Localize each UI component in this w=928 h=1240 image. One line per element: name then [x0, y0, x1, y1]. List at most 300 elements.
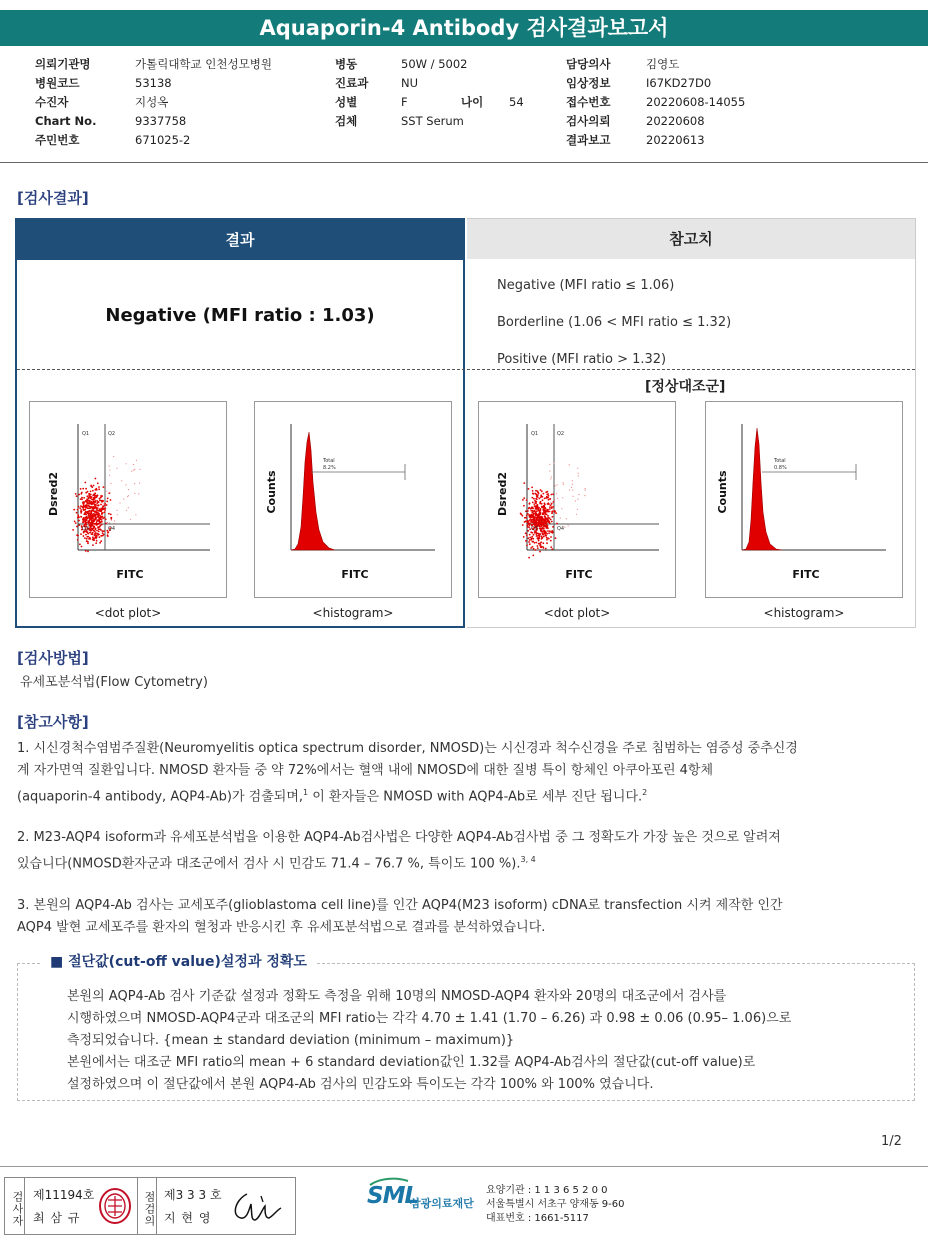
event-dot: [130, 519, 131, 520]
event-dot: [128, 489, 129, 490]
info-value: F: [401, 95, 408, 109]
event-dot: [97, 482, 99, 484]
event-dot: [554, 499, 555, 500]
event-dot: [98, 488, 100, 490]
event-dot: [550, 546, 552, 548]
event-dot: [577, 468, 578, 469]
event-dot: [98, 486, 100, 488]
event-dot: [547, 509, 549, 511]
info-column-3: [566, 55, 806, 150]
control-label: [정상대조군]: [645, 379, 726, 395]
event-dot: [527, 510, 529, 512]
event-dot: [99, 521, 101, 523]
note-1-text-b: 이 환자들은 NMOSD with AQP4-Ab로 세부 진단 됩니다.: [308, 789, 643, 805]
event-dot: [96, 530, 98, 532]
sml-logo: SML: [367, 1183, 419, 1209]
event-dot: [109, 466, 110, 467]
event-dot: [585, 488, 586, 489]
event-dot: [86, 540, 88, 542]
event-dot: [539, 520, 541, 522]
event-dot: [549, 504, 550, 505]
event-dot: [77, 539, 79, 541]
event-dot: [113, 456, 114, 457]
info-value: I67KD27D0: [646, 76, 712, 90]
info-label: 주민번호: [35, 133, 80, 147]
event-dot: [100, 515, 102, 517]
event-dot: [87, 511, 89, 513]
event-dot: [86, 518, 88, 520]
result-header: 결과: [17, 220, 463, 260]
event-dot: [578, 475, 579, 476]
event-dot: [94, 529, 96, 531]
event-dot: [92, 525, 94, 527]
event-dot: [93, 516, 95, 518]
event-dot: [556, 493, 557, 494]
event-dot: [84, 523, 86, 525]
event-dot: [564, 527, 565, 528]
event-dot: [88, 505, 90, 507]
event-dot: [526, 499, 528, 501]
event-dot: [90, 501, 92, 503]
event-dot: [531, 514, 533, 516]
event-dot: [537, 545, 539, 547]
event-dot: [121, 480, 122, 481]
event-dot: [578, 473, 579, 474]
event-dot: [541, 503, 543, 505]
event-dot: [117, 510, 118, 511]
event-dot: [92, 499, 94, 501]
event-dot: [128, 495, 129, 496]
event-dot: [109, 522, 110, 523]
event-dot: [90, 485, 92, 487]
reviewer-label: 점검의: [137, 1178, 157, 1234]
event-dot: [526, 534, 528, 536]
event-dot: [561, 508, 562, 509]
event-dot: [543, 493, 545, 495]
hist-x-label: FITC: [792, 568, 820, 581]
event-dot: [552, 502, 553, 503]
info-label: 수진자: [35, 95, 69, 109]
header-divider: [0, 162, 928, 163]
event-dot: [78, 520, 80, 522]
event-dot: [529, 515, 531, 517]
event-dot: [99, 542, 101, 544]
quadrant-q1: Q1: [531, 431, 539, 437]
event-dot: [529, 520, 531, 522]
event-dot: [83, 509, 85, 511]
signature-box: [4, 1177, 296, 1235]
cutoff-title: ■ 절단값(cut-off value)설정과 정확도: [40, 951, 317, 971]
event-dot: [75, 493, 77, 495]
event-dot: [528, 507, 530, 509]
event-dot: [92, 544, 94, 546]
event-dot: [119, 502, 120, 503]
event-dot: [549, 498, 551, 500]
event-dot: [522, 499, 524, 501]
event-dot: [552, 516, 554, 518]
event-dot: [80, 498, 82, 500]
org-address: [486, 1184, 625, 1226]
result-value: Negative (MFI ratio : 1.03): [105, 304, 375, 326]
event-dot: [97, 526, 99, 528]
event-dot: [525, 510, 527, 512]
event-dot: [102, 535, 104, 537]
event-dot: [81, 546, 83, 548]
cutoff-line-4: 본원에서는 대조군 MFI ratio의 mean + 6 standard deviation값인 1.32를 AQP4-Ab검사의 절단값(cut-off value)로: [67, 1055, 756, 1070]
event-dot: [80, 509, 82, 511]
event-dot: [563, 484, 564, 485]
event-dot: [74, 521, 76, 523]
event-dot: [96, 507, 98, 509]
total-label: Total: [774, 458, 786, 464]
event-dot: [117, 468, 118, 469]
section-result-title: [검사결과]: [17, 189, 89, 207]
event-dot: [106, 504, 108, 506]
event-dot: [552, 526, 554, 528]
event-dot: [541, 538, 543, 540]
event-dot: [94, 523, 96, 525]
event-dot: [90, 506, 92, 508]
event-dot: [545, 535, 547, 537]
info-label: 성별: [335, 95, 358, 109]
histogram-caption: <histogram>: [312, 606, 394, 620]
event-dot: [104, 508, 106, 510]
event-dot: [537, 538, 539, 540]
event-dot: [110, 483, 111, 484]
age-label: 나이: [461, 95, 484, 109]
event-dot: [103, 530, 105, 532]
event-dot: [110, 518, 112, 520]
event-dot: [85, 511, 87, 513]
event-dot: [134, 469, 135, 470]
event-dot: [85, 550, 87, 552]
event-dot: [535, 503, 537, 505]
event-dot: [78, 524, 80, 526]
event-dot: [542, 513, 544, 515]
event-dot: [103, 503, 104, 504]
event-dot: [544, 503, 546, 505]
total-label: Total: [323, 458, 335, 464]
event-dot: [548, 519, 550, 521]
event-dot: [533, 518, 535, 520]
note-2-line-1: 2. M23-AQP4 isoform과 유세포분석법을 이용한 AQP4-Ab검사법은 다양한 AQP4-Ab검사법 중 그 정확도가 가장 높은 것으로 알려져: [17, 830, 781, 846]
event-dot: [550, 511, 551, 512]
event-dot: [547, 515, 549, 517]
event-dot: [102, 500, 104, 502]
event-dot: [91, 520, 93, 522]
cutoff-line-5: 설정하였으며 이 절단값에서 본원 AQP4-Ab 검사의 민감도와 특이도는 각각 100% 와 100% 였습니다.: [67, 1077, 654, 1092]
event-dot: [92, 513, 94, 515]
event-dot: [539, 502, 541, 504]
control-histogram: [705, 401, 903, 598]
event-dot: [93, 520, 95, 522]
event-dot: [545, 513, 547, 515]
event-dot: [76, 526, 78, 528]
event-dot: [528, 537, 530, 539]
event-dot: [91, 533, 93, 535]
event-dot: [525, 517, 527, 519]
event-dot: [90, 497, 92, 499]
event-dot: [84, 482, 86, 484]
event-dot: [92, 509, 94, 511]
event-dot: [523, 497, 525, 499]
event-dot: [523, 482, 525, 484]
event-dot: [540, 544, 542, 546]
reference-borderline: Borderline (1.06 < MFI ratio ≤ 1.32): [497, 315, 732, 330]
event-dot: [549, 530, 551, 532]
event-dot: [541, 536, 543, 538]
event-dot: [94, 497, 96, 499]
event-dot: [552, 506, 554, 508]
org-location: 서울특별시 서초구 양재동 9-60: [486, 1199, 625, 1210]
event-dot: [542, 499, 544, 501]
event-dot: [88, 503, 90, 505]
total-value: 8.2%: [323, 465, 336, 471]
event-dot: [97, 515, 99, 517]
event-dot: [535, 508, 537, 510]
event-dot: [546, 522, 548, 524]
event-dot: [552, 532, 554, 534]
event-dot: [535, 514, 537, 516]
info-value: 53138: [135, 76, 172, 90]
info-label: 의뢰기관명: [35, 57, 91, 71]
control-histogram-caption: <histogram>: [763, 606, 845, 620]
event-dot: [95, 518, 97, 520]
event-dot: [541, 525, 543, 527]
event-dot: [533, 534, 535, 536]
event-dot: [90, 532, 92, 534]
event-dot: [82, 521, 84, 523]
event-dot: [135, 514, 136, 515]
event-dot: [552, 493, 554, 495]
info-value: 20220608: [646, 114, 705, 128]
event-dot: [95, 524, 97, 526]
event-dot: [538, 517, 540, 519]
event-dot: [546, 542, 548, 544]
event-dot: [98, 531, 100, 533]
event-dot: [82, 507, 84, 509]
event-dot: [88, 513, 90, 515]
event-dot: [99, 536, 101, 538]
notes-block: [17, 738, 922, 939]
event-dot: [136, 460, 137, 461]
event-dot: [107, 522, 108, 523]
event-dot: [92, 507, 94, 509]
event-dot: [538, 536, 540, 538]
event-dot: [541, 490, 543, 492]
event-dot: [528, 503, 530, 505]
event-dot: [123, 498, 124, 499]
event-dot: [85, 534, 87, 536]
event-dot: [89, 537, 91, 539]
event-dot: [538, 543, 540, 545]
event-dot: [529, 543, 531, 545]
event-dot: [526, 514, 528, 516]
event-dot: [576, 514, 577, 515]
reviewer-name: 지 현 영: [164, 1211, 212, 1225]
info-label: 진료과: [335, 76, 369, 90]
event-dot: [100, 504, 102, 506]
control-dot-plot-svg: [479, 402, 675, 597]
info-label: 검체: [335, 114, 358, 128]
event-dot: [542, 531, 544, 533]
event-dot: [91, 517, 93, 519]
event-dot: [528, 557, 530, 559]
event-dot: [100, 495, 102, 497]
event-dot: [571, 487, 572, 488]
event-dot: [539, 516, 541, 518]
event-dot: [138, 493, 139, 494]
dot-cloud: [72, 456, 140, 552]
event-dot: [84, 505, 86, 507]
event-dot: [534, 542, 536, 544]
event-dot: [90, 530, 92, 532]
event-dot: [522, 524, 524, 526]
event-dot: [102, 512, 104, 514]
event-dot: [104, 511, 106, 513]
event-dot: [545, 533, 547, 535]
event-dot: [541, 496, 543, 498]
inspector-name: 최 삼 규: [33, 1211, 81, 1225]
event-dot: [94, 505, 96, 507]
event-dot: [544, 498, 546, 500]
event-dot: [542, 534, 544, 536]
event-dot: [94, 501, 96, 503]
event-dot: [577, 499, 578, 500]
info-label: 병원코드: [35, 76, 80, 90]
event-dot: [104, 503, 106, 505]
event-dot: [90, 522, 92, 524]
note-1-line-1: 1. 시신경척수염범주질환(Neuromyelitis optica spectrum disorder, NMOSD)는 시신경과 척수신경을 주로 침범하는 염증성 중추신경: [17, 741, 798, 756]
event-dot: [554, 510, 556, 512]
event-dot: [81, 511, 83, 513]
dot-cloud: [520, 463, 586, 559]
event-dot: [540, 508, 542, 510]
event-dot: [543, 547, 545, 549]
event-dot: [103, 486, 105, 488]
info-value: 20220613: [646, 133, 705, 147]
event-dot: [85, 492, 87, 494]
hist-y-label: Counts: [265, 470, 278, 514]
event-dot: [98, 529, 100, 531]
event-dot: [538, 507, 540, 509]
org-name: 삼광의료재단: [410, 1197, 474, 1210]
event-dot: [78, 506, 80, 508]
event-dot: [102, 505, 104, 507]
event-dot: [527, 513, 529, 515]
event-dot: [114, 523, 115, 524]
event-dot: [540, 541, 542, 543]
event-dot: [536, 533, 538, 535]
event-dot: [108, 513, 110, 515]
note-1-line-3: [17, 782, 922, 808]
event-dot: [102, 532, 104, 534]
event-dot: [569, 464, 570, 465]
quadrant-q2: Q2: [108, 431, 116, 437]
event-dot: [139, 469, 140, 470]
event-dot: [568, 525, 569, 526]
event-dot: [128, 507, 129, 508]
event-dot: [535, 512, 537, 514]
event-dot: [549, 470, 550, 471]
event-dot: [106, 501, 108, 503]
event-dot: [532, 538, 534, 540]
event-dot: [98, 517, 100, 519]
note-1-ref-1: 1: [303, 788, 309, 797]
event-dot: [96, 540, 98, 542]
event-dot: [82, 519, 84, 521]
event-dot: [531, 487, 533, 489]
event-dot: [86, 538, 88, 540]
event-dot: [76, 534, 78, 536]
event-dot: [85, 488, 87, 490]
event-dot: [106, 491, 107, 492]
event-dot: [528, 526, 530, 528]
event-dot: [100, 529, 102, 531]
event-dot: [573, 496, 574, 497]
event-dot: [96, 500, 98, 502]
cutoff-text: [67, 986, 907, 1096]
event-dot: [533, 516, 535, 518]
event-dot: [546, 526, 548, 528]
quadrant-q3: Q3: [531, 526, 539, 532]
event-dot: [562, 497, 563, 498]
event-dot: [528, 523, 530, 525]
event-dot: [577, 509, 578, 510]
event-dot: [99, 518, 101, 520]
event-dot: [105, 518, 107, 520]
hist-x-label: FITC: [341, 568, 369, 581]
info-value: 가톨릭대학교 인천성모병원: [135, 57, 272, 71]
event-dot: [551, 476, 552, 477]
inspector-number: 제11194호: [33, 1188, 95, 1202]
event-dot: [539, 498, 541, 500]
event-dot: [563, 482, 564, 483]
event-dot: [545, 508, 547, 510]
event-dot: [91, 528, 93, 530]
event-dot: [96, 535, 98, 537]
event-dot: [91, 504, 93, 506]
event-dot: [530, 539, 532, 541]
event-dot: [98, 534, 100, 536]
event-dot: [534, 523, 536, 525]
info-value: 20220608-14055: [646, 95, 746, 109]
event-dot: [550, 494, 552, 496]
event-dot: [532, 511, 534, 513]
event-dot: [533, 548, 535, 550]
footer-divider: [0, 1166, 928, 1167]
event-dot: [543, 507, 545, 509]
event-dot: [532, 555, 534, 557]
event-dot: [92, 490, 94, 492]
event-dot: [90, 515, 92, 517]
event-dot: [547, 530, 549, 532]
event-dot: [76, 512, 78, 514]
event-dot: [94, 495, 96, 497]
histogram-peak: [742, 428, 782, 550]
event-dot: [100, 508, 102, 510]
event-dot: [95, 537, 97, 539]
event-dot: [114, 520, 115, 521]
event-dot: [566, 518, 567, 519]
event-dot: [77, 509, 79, 511]
event-dot: [90, 491, 92, 493]
event-dot: [545, 548, 547, 550]
event-dot: [523, 505, 525, 507]
event-dot: [531, 519, 533, 521]
event-dot: [131, 471, 132, 472]
event-dot: [87, 551, 89, 553]
